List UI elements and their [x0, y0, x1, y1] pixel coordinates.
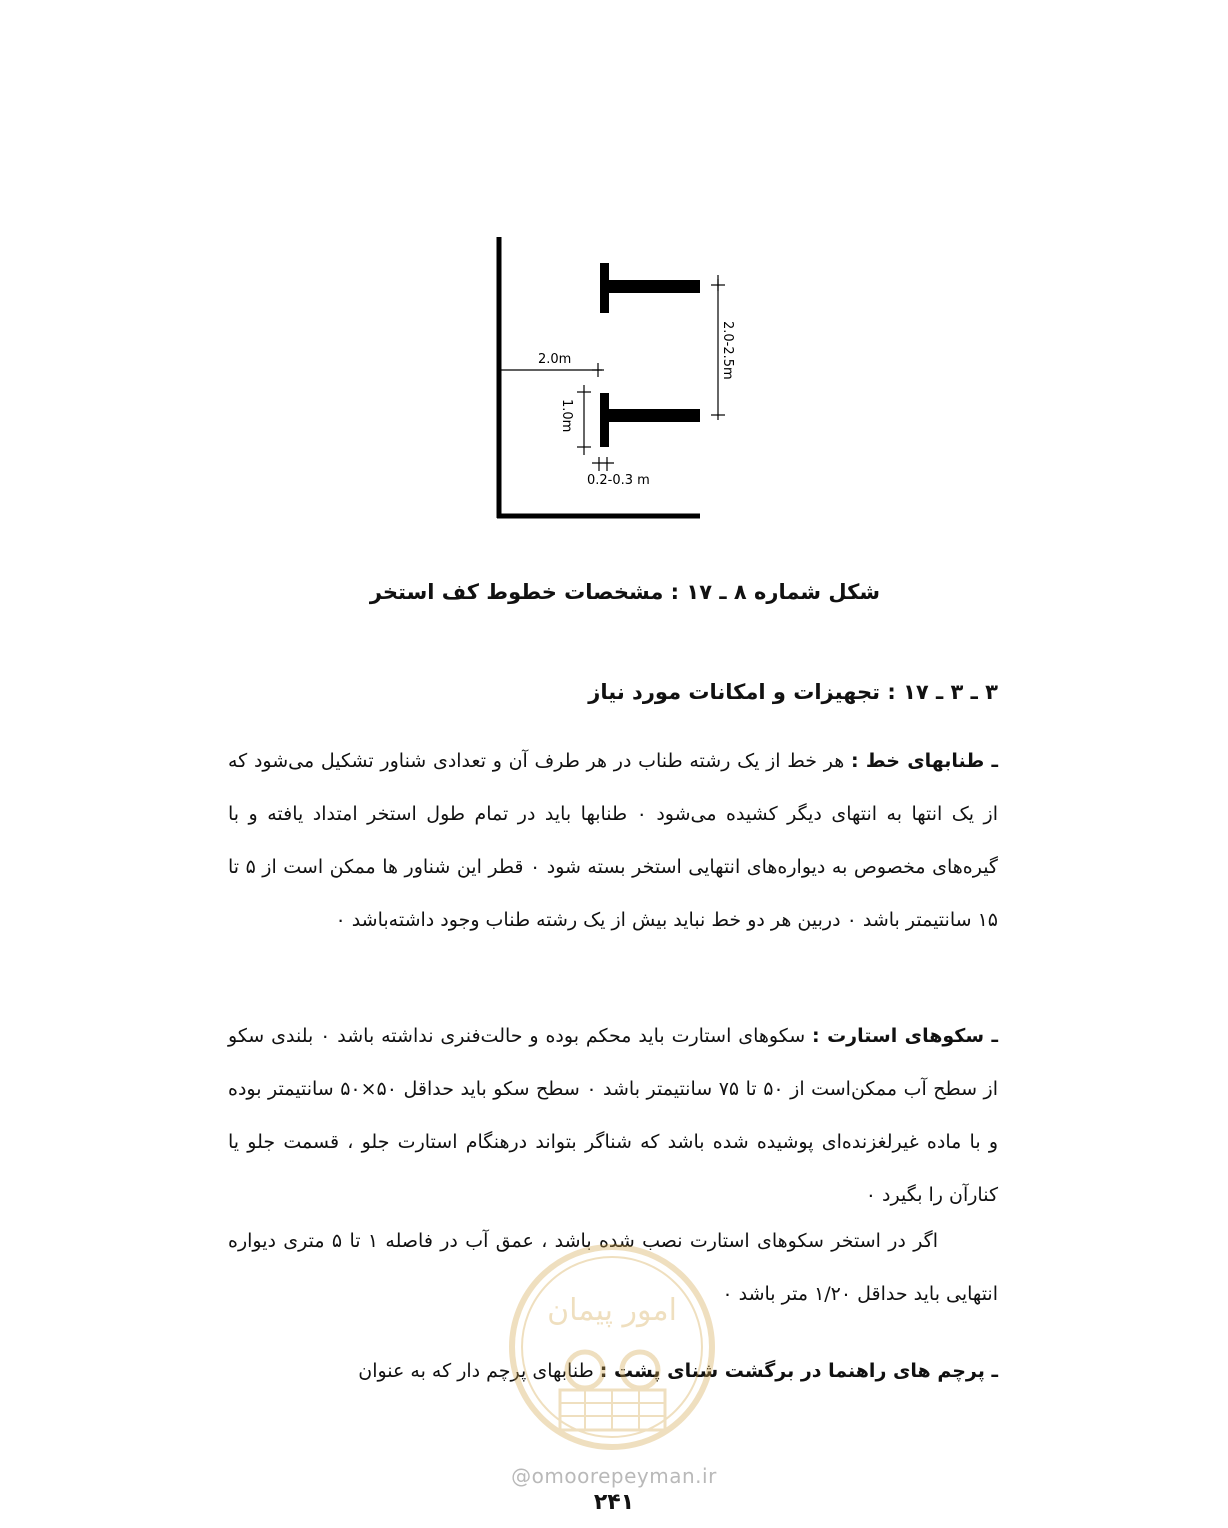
spacing-label: 2.0-2.5m: [720, 321, 735, 380]
paragraph-water-depth: اگر در استخر سکوهای استارت نصب شده باشد ، عمق آب در فاصله ۱ تا ۵ متری دیواره انتهایی باید حداقل ۱/۲۰ متر باشد ۰: [228, 1230, 998, 1305]
watermark-logo: [505, 1240, 720, 1455]
paragraph-lead: ـ پرچم های راهنما در برگشت شنای پشت :: [599, 1360, 998, 1382]
section-heading: ۳ ـ ۳ ـ ۱۷ : تجهیزات و امکانات مورد نیاز: [588, 680, 998, 704]
page-number: ۲۴۱: [593, 1490, 635, 1515]
watermark-text: امور پیمان: [547, 1293, 677, 1328]
paragraph-body: هر خط از یک رشته طناب در هر طرف آن و تعدادی شناور تشکیل می‌شود که از یک انتها به انتهای دیگر کشیده می‌شود ۰ طنابها باید در تمام طول استخر امتداد یافته و با گیره‌های مخصوص به دیواره‌های انتهایی استخر بسته شود ۰ قطر این شناور ها ممکن است از ۵ تا ۱۵ سانتیمتر باشد ۰ دربین هر دو خط نباید بیش از یک رشته طناب وجود داشته‌باشد ۰: [228, 750, 998, 931]
paragraph-lead: ـ سکوهای استارت :: [812, 1025, 998, 1047]
site-url-watermark: @omoorepeyman.ir: [511, 1464, 717, 1488]
width-label: 2.0m: [538, 352, 572, 367]
paragraph-body: طنابهای پرچم دار که به عنوان: [358, 1360, 600, 1382]
paragraph-lead: ـ طنابهای خط :: [850, 750, 998, 772]
length-label: 1.0m: [559, 399, 574, 433]
figure-caption: شکل شماره ۸ ـ ۱۷ : مشخصات خطوط کف استخر: [369, 580, 880, 604]
paragraph-starting-blocks: [228, 1010, 998, 1222]
pool-floor-lines-diagram: [480, 225, 770, 535]
paragraph-body: سکوهای استارت باید محکم بوده و حالت‌فنری نداشته باشد ۰ بلندی سکو از سطح آب ممکن‌است از ۵۰ تا ۷۵ سانتیمتر باشد ۰ سطح سکو باید حداقل ۵۰×۵۰ سانتیمتر بوده و با ماده غیرلغزنده‌ای پوشیده شده باشد که شناگر بتواند درهنگام استارت جلو ، قسمت جلو یا کنارآن را بگیرد ۰: [228, 1025, 998, 1206]
thickness-label: 0.2-0.3 m: [587, 473, 650, 488]
paragraph-lane-ropes: [228, 735, 998, 947]
